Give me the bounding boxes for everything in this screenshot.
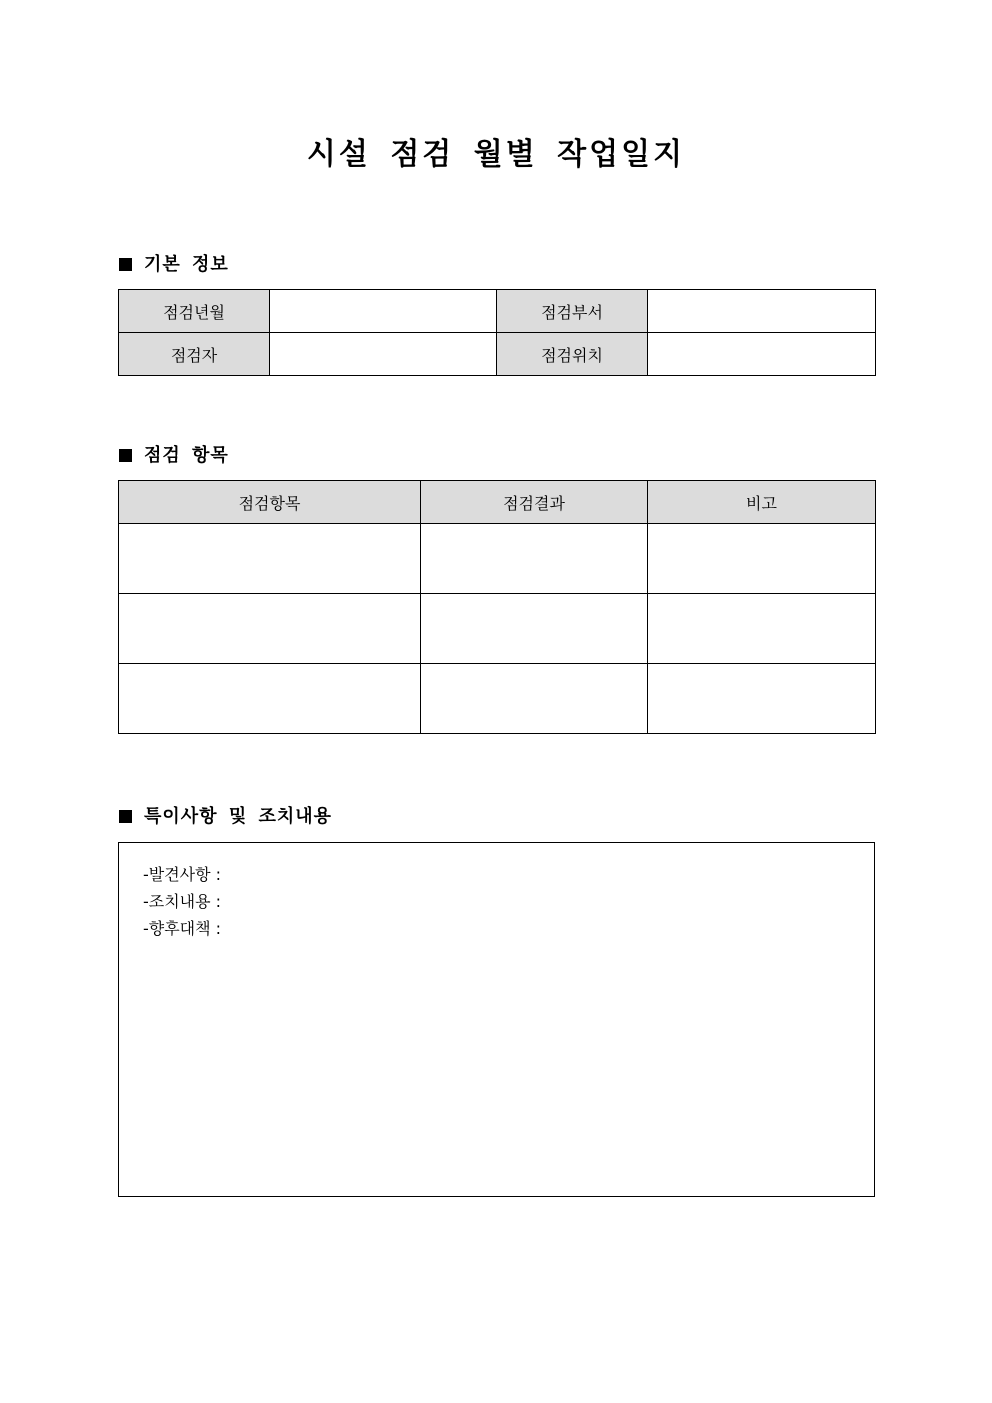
notes-line-actions: -조치내용 : (143, 892, 222, 911)
document-title: 시설 점검 월별 작업일지 (306, 137, 686, 172)
inspection-department-field[interactable] (648, 290, 876, 333)
square-bullet-icon (119, 810, 132, 823)
column-header-result: 점검결과 (421, 481, 648, 524)
table-row (119, 290, 876, 333)
section-heading-basic-info-text: 기본 정보 (144, 254, 229, 275)
section-heading-inspection-items-text: 점검 항목 (144, 445, 229, 466)
table-row (119, 594, 876, 664)
column-header-item: 점검항목 (119, 481, 421, 524)
square-bullet-icon (119, 449, 132, 462)
inspection-items-table (118, 480, 876, 734)
inspection-month-field[interactable] (270, 290, 497, 333)
table-row (119, 664, 876, 734)
label-inspection-month: 점검년월 (119, 290, 270, 333)
inspector-field[interactable] (270, 333, 497, 376)
result-cell[interactable] (421, 664, 648, 734)
table-row (119, 333, 876, 376)
column-header-remarks: 비고 (648, 481, 876, 524)
item-cell[interactable] (119, 664, 421, 734)
section-heading-inspection-items (119, 444, 229, 468)
notes-line-future-measures: -향후대책 : (143, 919, 222, 938)
notes-lines (143, 861, 221, 942)
inspection-location-field[interactable] (648, 333, 876, 376)
section-heading-notes (119, 805, 332, 829)
notes-line-findings: -발견사항 : (143, 865, 222, 884)
section-heading-notes-text: 특이사항 및 조치내용 (144, 806, 333, 827)
item-cell[interactable] (119, 594, 421, 664)
table-row (119, 524, 876, 594)
basic-info-table (118, 289, 876, 376)
square-bullet-icon (119, 258, 132, 271)
section-heading-basic-info (119, 253, 229, 277)
label-inspection-location: 점검위치 (497, 333, 648, 376)
table-header-row (119, 481, 876, 524)
label-inspection-department: 점검부서 (497, 290, 648, 333)
notes-box[interactable] (118, 842, 875, 1197)
result-cell[interactable] (421, 594, 648, 664)
remarks-cell[interactable] (648, 594, 876, 664)
item-cell[interactable] (119, 524, 421, 594)
remarks-cell[interactable] (648, 524, 876, 594)
remarks-cell[interactable] (648, 664, 876, 734)
label-inspector: 점검자 (119, 333, 270, 376)
result-cell[interactable] (421, 524, 648, 594)
